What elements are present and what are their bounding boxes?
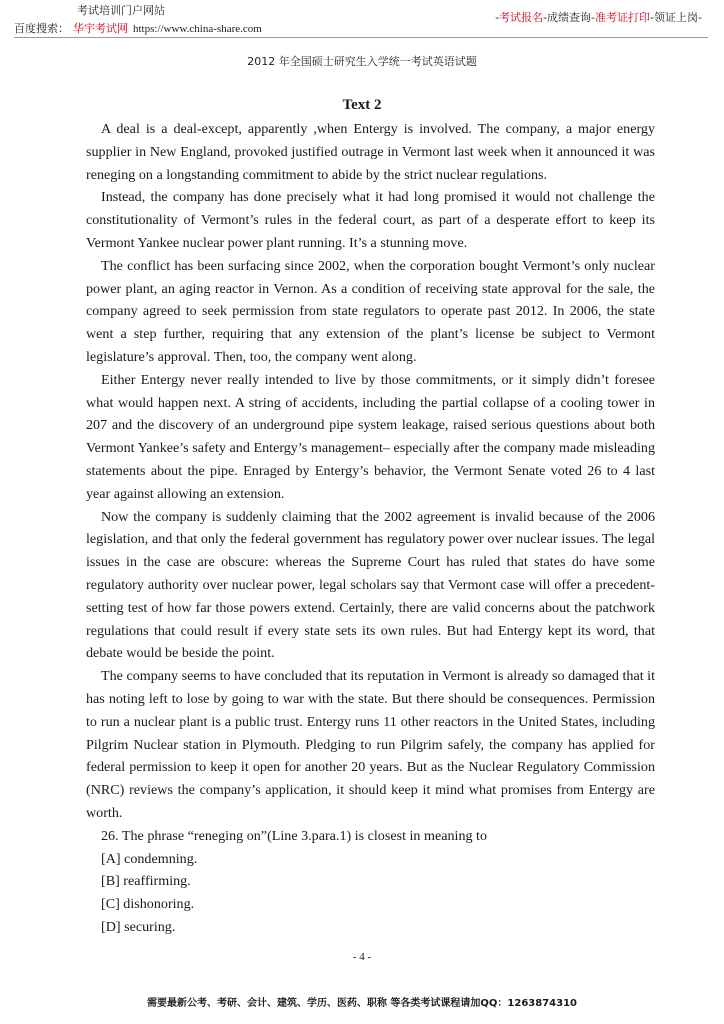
footer-notice: 需要最新公考、考研、会计、建筑、学历、医药、职称 等各类考试课程请加QQ：1263874310 — [146, 998, 578, 1009]
passage-paragraph: The company seems to have concluded that its reputation in Vermont is already so damaged that it has noting left to lose by going to war with the state. But there should be consequences. Permission to run a nuclear plant is a public trust. Entergy runs 11 other reactors in the United States, including Pilgrim Nuclear station in Plymouth. Pledging to run Pilgrim safely, the company has applied for federal permission to keep it open for another 20 years. But as the Nuclear Regulatory Commission (NRC) reviews the company’s application, it should keep it mind what promises from Entergy are worth. — [86, 668, 655, 821]
search-hint — [14, 20, 262, 36]
question-stem: 26. The phrase “reneging on”(Line 3.para.1) is closest in meaning to — [101, 827, 488, 844]
nav-link-score-query[interactable]: 成绩查询 — [547, 11, 592, 24]
header-nav — [495, 9, 702, 25]
passage — [86, 118, 655, 939]
question-option-a: [A] condemning. — [101, 850, 198, 867]
passage-paragraph: Instead, the company has done precisely what it had long promised it would not challenge the constitutionality of Vermont’s rules in the federal court, as part of a desperate effort to keep its Vermont Yankee nuclear power plant running. It’s a stunning move. — [86, 189, 655, 251]
question-option-b: [B] reaffirming. — [101, 873, 191, 890]
nav-separator: - — [591, 11, 596, 24]
passage-paragraph: Either Entergy never really intended to live by those commitments, or it simply didn’t foresee what would happen next. A string of accidents, including the partial collapse of a cooling tower in 207 and the discovery of an underground pipe system leakage, raised serious questions about both Vermont Yankee’s safety and Entergy’s management– especially after the company made misleading statements about the pipe. Enraged by Entergy’s behavior, the Vermont Senate voted 26 to 4 last year against allowing an extension. — [86, 371, 655, 502]
passage-paragraph: A deal is a deal-except, apparently ,when Entergy is involved. The company, a major energy supplier in New England, provoked justified outrage in Vermont last week when it announced it was reneging on a longstanding commitment to abide by the strict nuclear regulations. — [86, 121, 655, 183]
site-url-link[interactable]: https://www.china-share.com — [133, 23, 262, 35]
nav-separator: - — [698, 11, 702, 24]
header-divider — [14, 37, 708, 38]
nav-link-registration[interactable]: 考试报名 — [499, 11, 544, 24]
question-option-c: [C] dishonoring. — [101, 896, 195, 913]
question-option-d: [D] securing. — [101, 918, 176, 935]
section-title: Text 2 — [342, 97, 382, 113]
nav-link-admission-ticket[interactable]: 准考证打印 — [595, 11, 651, 24]
exam-title: 2012 年全国硕士研究生入学统一考试英语试题 — [247, 55, 477, 68]
passage-paragraph: Now the company is suddenly claiming that the 2002 agreement is invalid because of the 2006 legislation, and that only the federal government has regulatory power over nuclear issues. The legal issues in the case are obscure: whereas the Supreme Court has ruled that states do have some regulatory authority over nuclear power, legal scholars say that Vermont case will offer a precedent-setting test of how far those powers extend. Certainly, there are valid concerns about the patchwork regulations that could result if every state sets its own rules. But had Entergy kept its word, that debate would be beside the point. — [86, 508, 655, 662]
portal-title: 考试培训门户网站 — [77, 4, 165, 17]
passage-paragraph: The conflict has been surfacing since 2002, when the corporation bought Vermont’s only nuclear power plant, an aging reactor in Vernon. As a condition of receiving state approval for the sale, the company agreed to seek permission from state regulators to operate past 2012. In 2006, the state went a step further, requiring that any extension of the plant’s license be subject to Vermont legislature’s approval. Then, too, the company went along. — [86, 257, 655, 365]
search-brand-link[interactable]: 华宇考试网 — [73, 22, 128, 35]
nav-separator: - — [543, 11, 548, 24]
nav-separator: - — [650, 11, 655, 24]
search-label: 百度搜索： — [14, 22, 69, 35]
nav-prefix: - — [495, 11, 500, 24]
nav-link-certificate[interactable]: 领证上岗 — [654, 11, 699, 24]
page-number: - 4 - — [352, 951, 372, 963]
